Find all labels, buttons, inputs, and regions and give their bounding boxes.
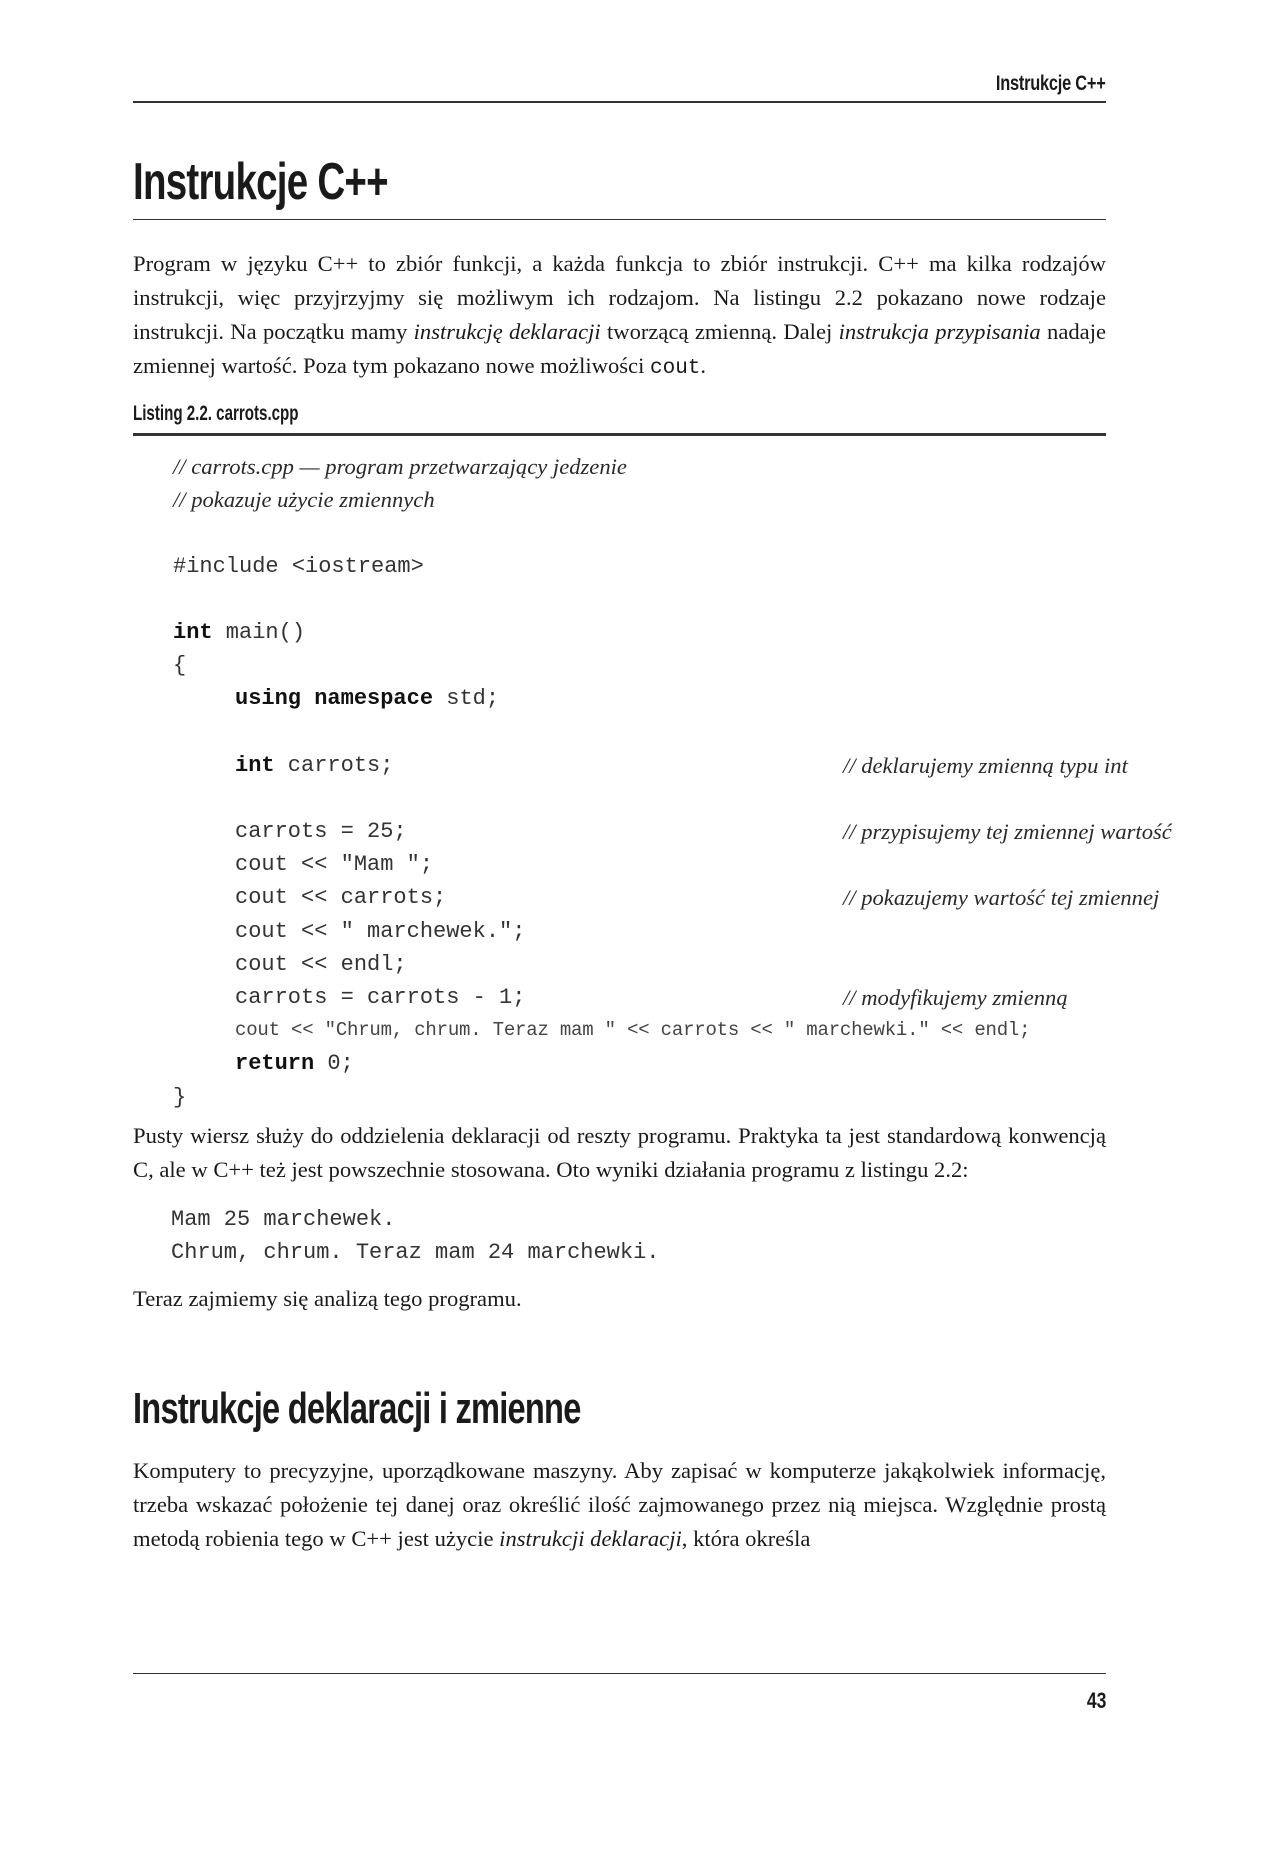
code-inline-comment: // przypisujemy tej zmiennej wartość xyxy=(843,819,1172,845)
listing-rule xyxy=(133,433,1106,436)
code-blank-line xyxy=(173,516,1106,549)
chapter-title: Instrukcje C++ xyxy=(133,153,388,211)
footer-rule xyxy=(133,1673,1106,1674)
code-text: carrots; xyxy=(274,752,394,778)
code-text: std; xyxy=(433,686,500,712)
code-text: carrots = carrots - 1; xyxy=(235,985,526,1010)
code-return-line xyxy=(173,1047,1106,1080)
section-paragraph xyxy=(133,1454,1106,1556)
code-declaration-line xyxy=(173,749,1128,782)
code-keyword: return xyxy=(235,1051,315,1077)
after-listing-paragraph: Pusty wiersz służy do oddzielenia deklaracji od reszty programu. Praktyka ta jest standardową konwencją C, ale w C++ też jest powszechnie stosowana. Oto wyniki działania programu z listingu 2.2: xyxy=(133,1123,1106,1182)
code-modify-line xyxy=(173,981,1106,1014)
section-text-2: , która określa xyxy=(681,1526,811,1551)
code-keyword: int xyxy=(235,752,275,778)
code-inline-comment: // modyfikujemy zmienną xyxy=(843,985,1068,1010)
code-blank-line xyxy=(173,782,1106,815)
code-text: carrots = 25; xyxy=(235,819,407,845)
code-close-brace: } xyxy=(173,1084,187,1110)
code-inline-comment: // pokazujemy wartość tej zmiennej xyxy=(843,885,1160,911)
code-blank-line xyxy=(173,716,1106,749)
code-keyword: int xyxy=(173,619,213,645)
book-page xyxy=(133,0,1172,1850)
intro-paragraph xyxy=(133,247,1106,386)
code-text: cout << carrots; xyxy=(235,885,447,911)
code-main-line xyxy=(173,616,1106,649)
code-cout-line: cout << "Chrum, chrum. Teraz mam " << carrots << " marchewki." << endl; xyxy=(235,1019,1031,1042)
program-output xyxy=(171,1203,659,1269)
code-inline-comment: // deklarujemy zmienną typu int xyxy=(843,752,1128,778)
analysis-paragraph: Teraz zajmiemy się analizą tego programu. xyxy=(133,1286,522,1311)
intro-term-declaration: instrukcję deklaracji xyxy=(413,319,601,344)
intro-text-1: Program w języku C++ to zbiór funkcji, a każda funkcja to zbiór instrukcji. C++ ma kilka rodzajów instrukcji, więc przyjrzyjmy się możliwym ich rodzajom. Na listingu 2.2 pokazano nowe rodzaje instrukcji. Na początku mamy xyxy=(133,251,1106,344)
section-title: Instrukcje deklaracji i zmienne xyxy=(133,1384,581,1433)
code-comment-line: // carrots.cpp — program przetwarzający jedzenie xyxy=(173,454,627,479)
intro-text-2: tworzącą zmienną. Dalej xyxy=(600,319,839,344)
code-open-brace: { xyxy=(173,653,187,679)
intro-term-assignment: instrukcja przypisania xyxy=(838,319,1041,344)
code-assign-line xyxy=(173,815,1172,848)
code-cout-line: cout << " marchewek."; xyxy=(235,918,526,944)
section-term-declaration: instrukcji deklaracji xyxy=(499,1526,682,1551)
output-line: Mam 25 marchewek. xyxy=(171,1207,396,1232)
listing-caption: Listing 2.2. carrots.cpp xyxy=(133,402,299,425)
code-text: main() xyxy=(212,619,306,645)
intro-code-cout: cout xyxy=(650,357,701,380)
section-text-1: Komputery to precyzyjne, uporządkowane maszyny. Aby zapisać w komputerze jakąkolwiek informację, trzeba wskazać położenie tej danej oraz określić ilość zajmowanego przez nią miejsca. Względnie prostą metodą robienia tego w C++ jest użycie xyxy=(133,1458,1106,1551)
code-cout-line: cout << "Mam "; xyxy=(235,852,434,878)
intro-text-4: . xyxy=(700,353,707,378)
code-cout-line: cout << endl; xyxy=(235,951,407,977)
code-comment-line: // pokazuje użycie zmiennych xyxy=(173,487,435,513)
code-keyword: using namespace xyxy=(235,686,434,712)
code-text: 0; xyxy=(314,1051,354,1077)
code-include-line: #include <iostream> xyxy=(173,553,424,579)
output-line: Chrum, chrum. Teraz mam 24 marchewki. xyxy=(171,1240,660,1265)
page-number: 43 xyxy=(1086,1688,1106,1713)
code-blank-line xyxy=(173,583,1106,616)
code-cout-line xyxy=(173,881,1160,914)
code-using-line xyxy=(173,682,1106,715)
intro-text-3: nadaje zmiennej wartość. Poza tym pokazano nowe możliwości xyxy=(133,319,1106,378)
title-rule xyxy=(133,219,1106,220)
code-listing xyxy=(173,450,1172,1114)
header-rule xyxy=(133,101,1106,103)
running-head: Instrukcje C++ xyxy=(996,72,1106,95)
